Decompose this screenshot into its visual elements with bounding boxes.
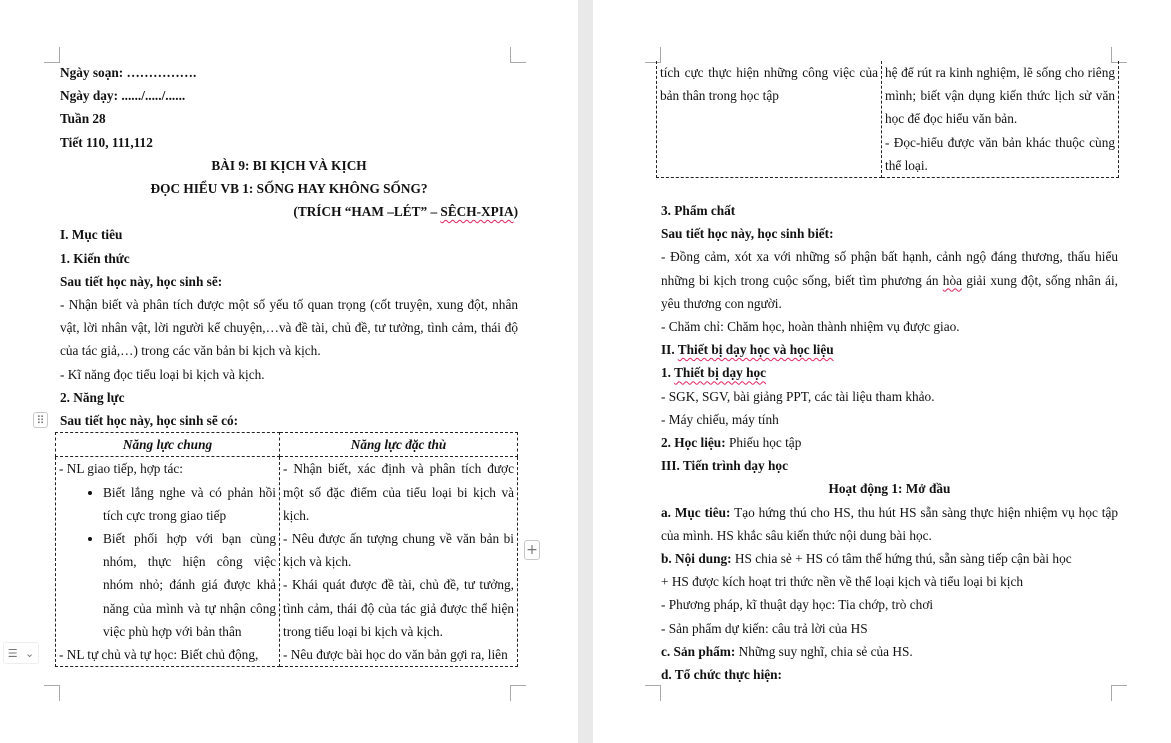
intro-text: Sau tiết học này, học sinh biết:	[661, 226, 834, 242]
spellcheck-word[interactable]: hòa	[942, 272, 962, 288]
table-cell[interactable]	[882, 61, 1119, 178]
date-taught: Ngày dạy: ....../...../......	[60, 88, 186, 104]
section-heading: I. Mục tiêu	[60, 227, 123, 243]
subsection-heading	[661, 361, 1118, 384]
document-page-2	[593, 0, 1171, 743]
heading-number: 1.	[661, 365, 675, 381]
excerpt-source	[60, 200, 518, 223]
lesson-title: BÀI 9: BI KỊCH VÀ KỊCH	[211, 157, 367, 173]
activity-heading: Hoạt động 1: Mở đầu	[828, 481, 951, 497]
cell-text: - Đọc-hiểu được văn bản khác thuộc cùng thể loại.	[885, 134, 1115, 173]
objective	[661, 501, 1118, 547]
table-cell[interactable]	[56, 457, 280, 667]
chevron-down-icon: ⌄	[25, 646, 35, 660]
margin-mark	[510, 685, 526, 701]
spellcheck-word[interactable]: SÊCH-XPIA	[440, 204, 514, 220]
intro-text: Sau tiết học này, học sinh sẽ:	[60, 273, 223, 289]
heading-text: Thiết bị dạy học và học liệu	[677, 342, 834, 358]
label: 2. Học liệu:	[661, 435, 726, 451]
date-prepared: Ngày soạn: …………….	[60, 65, 197, 80]
label: c. Sản phẩm:	[661, 643, 736, 659]
layout-icon: ☰	[7, 646, 18, 660]
margin-mark	[44, 685, 60, 701]
organization-heading: d. Tổ chức thực hiện:	[661, 667, 782, 683]
cell-text: hệ để rút ra kinh nghiệm, lẽ sống cho riêng mình; biết vận dụng kiến thức lịch sử văn học để đọc hiểu văn bản.	[885, 65, 1115, 127]
quality-item: - Chăm chỉ: Chăm học, hoàn thành nhiệm vụ được giao.	[661, 319, 960, 335]
page-1-content[interactable]	[60, 61, 518, 667]
week: Tuần 28	[60, 111, 106, 127]
competency-table[interactable]	[55, 432, 518, 667]
excerpt-text: (TRÍCH “HAM –LÉT” –	[293, 204, 441, 220]
section-heading	[661, 338, 1118, 361]
knowledge-item: - Nhận biết và phân tích được một số yếu tố quan trọng (cốt truyện, xung đột, nhân vật, lời nhân vật, lời người kể chuyện,…và đề tài, chủ đề, tư tưởng, tình cảm, thái độ của tác giả,…) trong các văn bản bi kịch và kịch.	[60, 297, 518, 359]
section-heading: III. Tiến trình dạy học	[661, 458, 788, 474]
quality-text: - Đồng cảm, xót xa với những số phận bất hạnh, cảnh ngộ đáng thương, thấu hiểu những bi kịch trong cuộc sống, biết tìm phương án	[661, 249, 1118, 288]
label: a. Mục tiêu:	[661, 504, 731, 520]
document-page-1	[0, 0, 578, 743]
subsection-heading: 3. Phẩm chất	[661, 203, 736, 218]
margin-mark	[645, 685, 661, 701]
bullet-item: • Biết lắng nghe và có phản hồi tích cực trong giao tiếp	[103, 481, 276, 527]
cell-text: - Nhận biết, xác định và phân tích được một số đặc điểm của tiểu loại bi kịch và kịch.	[283, 461, 514, 523]
bullet-item: • Biết phối hợp với bạn cùng nhóm, thực hiện công việc nhóm nhỏ; đánh giá được khả năng của mình và tự nhận công việc phù hợp với bản thân	[103, 527, 276, 643]
value: Phiếu học tập	[725, 435, 802, 451]
table-header: Năng lực chung	[56, 433, 280, 457]
table-move-handle[interactable]: ⠿	[33, 412, 48, 428]
cell-text: - Nêu được ấn tượng chung về văn bản bi kịch và kịch.	[283, 531, 514, 570]
content-line: + HS được kích hoạt tri thức nền về thể loại kịch và tiểu loại bi kịch	[661, 574, 1024, 590]
materials-line	[661, 431, 1118, 454]
product-line	[661, 640, 1118, 663]
table-cell[interactable]	[280, 457, 518, 667]
margin-mark	[44, 47, 60, 63]
layout-options-button[interactable]	[3, 642, 39, 664]
equipment-item: - Máy chiếu, máy tính	[661, 411, 779, 427]
value: Tạo hứng thú cho HS, thu hút HS sẵn sàng thực hiện nhiệm vụ học tập của mình. HS khắc sâu kiến thức nội dung bài học.	[661, 504, 1118, 543]
heading-number: II.	[661, 342, 678, 358]
reading-title: ĐỌC HIỂU VB 1: SỐNG HAY KHÔNG SỐNG?	[150, 181, 428, 197]
label: b. Nội dung:	[661, 551, 732, 567]
excerpt-text: )	[513, 204, 518, 220]
table-cell[interactable]: tích cực thực hiện những công việc của bản thân trong học tập	[657, 61, 882, 178]
quality-item	[661, 245, 1118, 315]
margin-mark	[1111, 685, 1127, 701]
value: Những suy nghĩ, chia sẻ của HS.	[735, 643, 913, 659]
content-line: - Phương pháp, kĩ thuật dạy học: Tia chớp, trò chơi	[661, 597, 934, 613]
knowledge-item: - Kĩ năng đọc tiểu loại bi kịch và kịch.	[60, 366, 265, 382]
content-line: - Sản phẩm dự kiến: câu trả lời của HS	[661, 620, 868, 636]
add-column-button[interactable]: +	[524, 540, 540, 560]
quality-text: giải xung đột, sống nhân ái, yêu thương con người.	[661, 272, 1118, 311]
value: HS chia sẻ + HS có tâm thế hứng thú, sẵn sàng tiếp cận bài học	[731, 551, 1072, 567]
equipment-item: - SGK, SGV, bài giảng PPT, các tài liệu tham khảo.	[661, 388, 935, 404]
cell-text: - Khái quát được đề tài, chủ đề, tư tưởng, tình cảm, thái độ của tác giả được thể hiện trong tiểu loại bi kịch và kịch.	[283, 577, 514, 639]
competency-table-continued[interactable]	[656, 61, 1119, 178]
lesson-periods: Tiết 110, 111,112	[60, 134, 153, 150]
cell-text: - Nêu được bài học do văn bản gợi ra, liên	[283, 647, 508, 663]
subsection-heading: 1. Kiến thức	[60, 250, 130, 266]
cell-text: - NL giao tiếp, hợp tác:	[59, 461, 183, 477]
table-header: Năng lực đặc thù	[280, 433, 518, 457]
cell-text: - NL tự chủ và tự học: Biết chủ động,	[59, 647, 259, 663]
subsection-heading: 2. Năng lực	[60, 389, 125, 405]
content-line	[661, 547, 1118, 570]
page-2-content[interactable]	[661, 199, 1118, 686]
intro-text: Sau tiết học này, học sinh sẽ có:	[60, 413, 239, 429]
heading-text: Thiết bị dạy học	[674, 365, 767, 381]
